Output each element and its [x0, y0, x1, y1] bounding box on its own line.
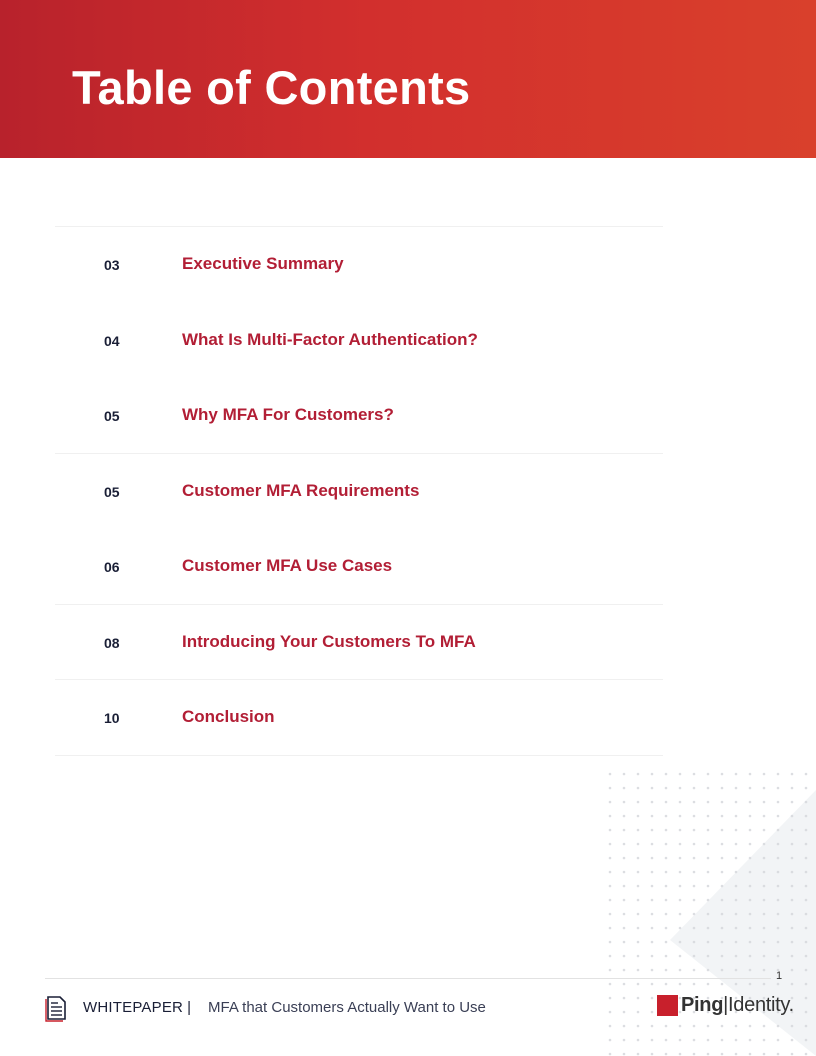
toc-link-introducing-customers-to-mfa[interactable]: Introducing Your Customers To MFA	[182, 631, 476, 651]
table-of-contents	[55, 226, 663, 756]
toc-row[interactable]	[55, 529, 663, 605]
toc-row[interactable]	[55, 454, 663, 530]
toc-page-number: 10	[104, 710, 120, 726]
toc-row[interactable]	[55, 605, 663, 681]
footer-separator: |	[187, 999, 192, 1016]
toc-row[interactable]	[55, 303, 663, 379]
footer-subtitle: MFA that Customers Actually Want to Use	[208, 999, 486, 1016]
toc-page-number: 08	[104, 634, 120, 651]
toc-link-executive-summary[interactable]: Executive Summary	[182, 254, 344, 273]
document-icon	[45, 994, 69, 1022]
toc-page-number: 03	[104, 257, 120, 273]
toc-row[interactable]	[55, 227, 663, 303]
footer-divider	[45, 978, 771, 979]
toc-link-customer-mfa-use-cases[interactable]: Customer MFA Use Cases	[182, 556, 393, 575]
logo-wordmark: Ping|Identity.	[681, 994, 794, 1016]
toc-link-customer-mfa-requirements[interactable]: Customer MFA Requirements	[182, 480, 420, 500]
toc-row[interactable]	[55, 680, 663, 756]
toc-row[interactable]	[55, 378, 663, 454]
toc-link-why-mfa-for-customers[interactable]: Why MFA For Customers?	[182, 405, 394, 424]
toc-page-number: 05	[104, 483, 120, 500]
toc-link-conclusion[interactable]: Conclusion	[182, 707, 275, 726]
header-banner	[0, 0, 816, 158]
page-title: Table of Contents	[72, 61, 471, 114]
footer-doc-type-text: WHITEPAPER	[83, 999, 184, 1016]
toc-page-number: 05	[104, 408, 120, 424]
toc-page-number: 06	[104, 559, 120, 575]
toc-page-number: 04	[104, 332, 120, 349]
page-number: 1	[776, 970, 783, 982]
footer-doc-type	[83, 999, 191, 1016]
logo-mark	[657, 995, 678, 1016]
toc-link-what-is-mfa[interactable]: What Is Multi-Factor Authentication?	[182, 329, 478, 349]
